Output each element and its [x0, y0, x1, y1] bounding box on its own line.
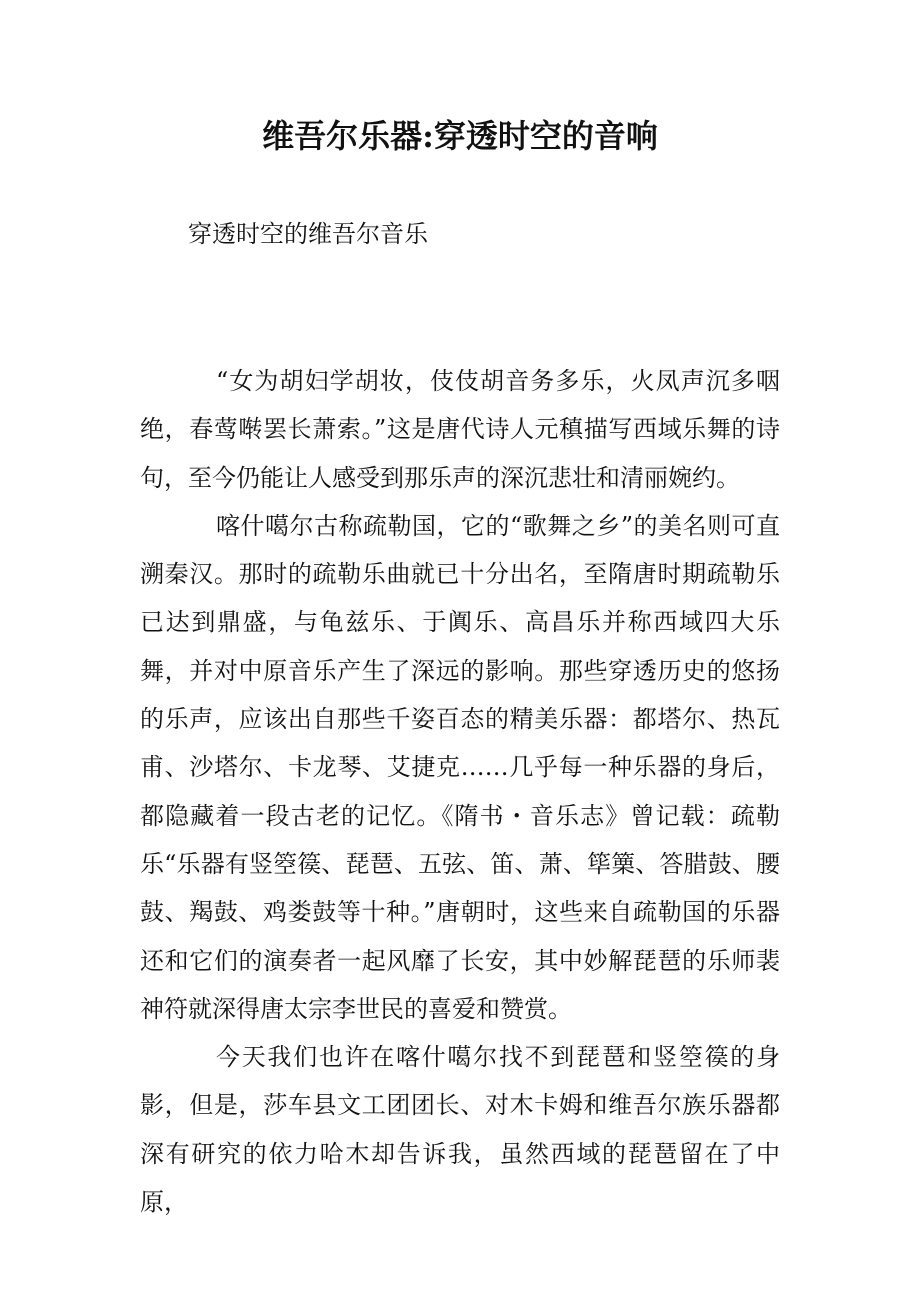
paragraph-1: “女为胡妇学胡妆，伎伎胡音务多乐，火凤声沉多咽绝，春莺啭罢长萧索。”这是唐代诗人元稹描写西域乐舞的诗句，至今仍能让人感受到那乐声的深沉悲壮和清丽婉约。: [140, 367, 780, 492]
document-title: 维吾尔乐器:穿透时空的音响: [262, 117, 658, 155]
paragraph-2: 喀什噶尔古称疏勒国，它的“歌舞之乡”的美名则可直溯秦汉。那时的疏勒乐曲就已十分出名，至隋唐时期疏勒乐已达到鼎盛，与龟兹乐、于阗乐、高昌乐并称西域四大乐舞，并对中原音乐产生了深远的影响。那些穿透历史的悠扬的乐声，应该出自那些千姿百态的精美乐器：都塔尔、热瓦甫、沙塔尔、卡龙琴、艾捷克……几乎每一种乐器的身后，都隐藏着一段古老的记忆。《隋书・音乐志》曾记载：疏勒乐“乐器有竖箜篌、琵琶、五弦、笛、萧、筚篥、答腊鼓、腰鼓、羯鼓、鸡娄鼓等十种。”唐朝时，这些来自疏勒国的乐器还和它们的演奏者一起风靡了长安，其中妙解琵琶的乐师裴神符就深得唐太宗李世民的喜爱和赞赏。: [140, 511, 780, 1023]
document-subtitle: 穿透时空的维吾尔音乐: [188, 220, 428, 248]
paragraph-3: 今天我们也许在喀什噶尔找不到琵琶和竖箜篌的身影，但是，莎车县文工团团长、对木卡姆和维吾尔族乐器都深有研究的依力哈木却告诉我，虽然西域的琵琶留在了中原，: [140, 1043, 780, 1217]
document-body: [140, 357, 780, 1226]
